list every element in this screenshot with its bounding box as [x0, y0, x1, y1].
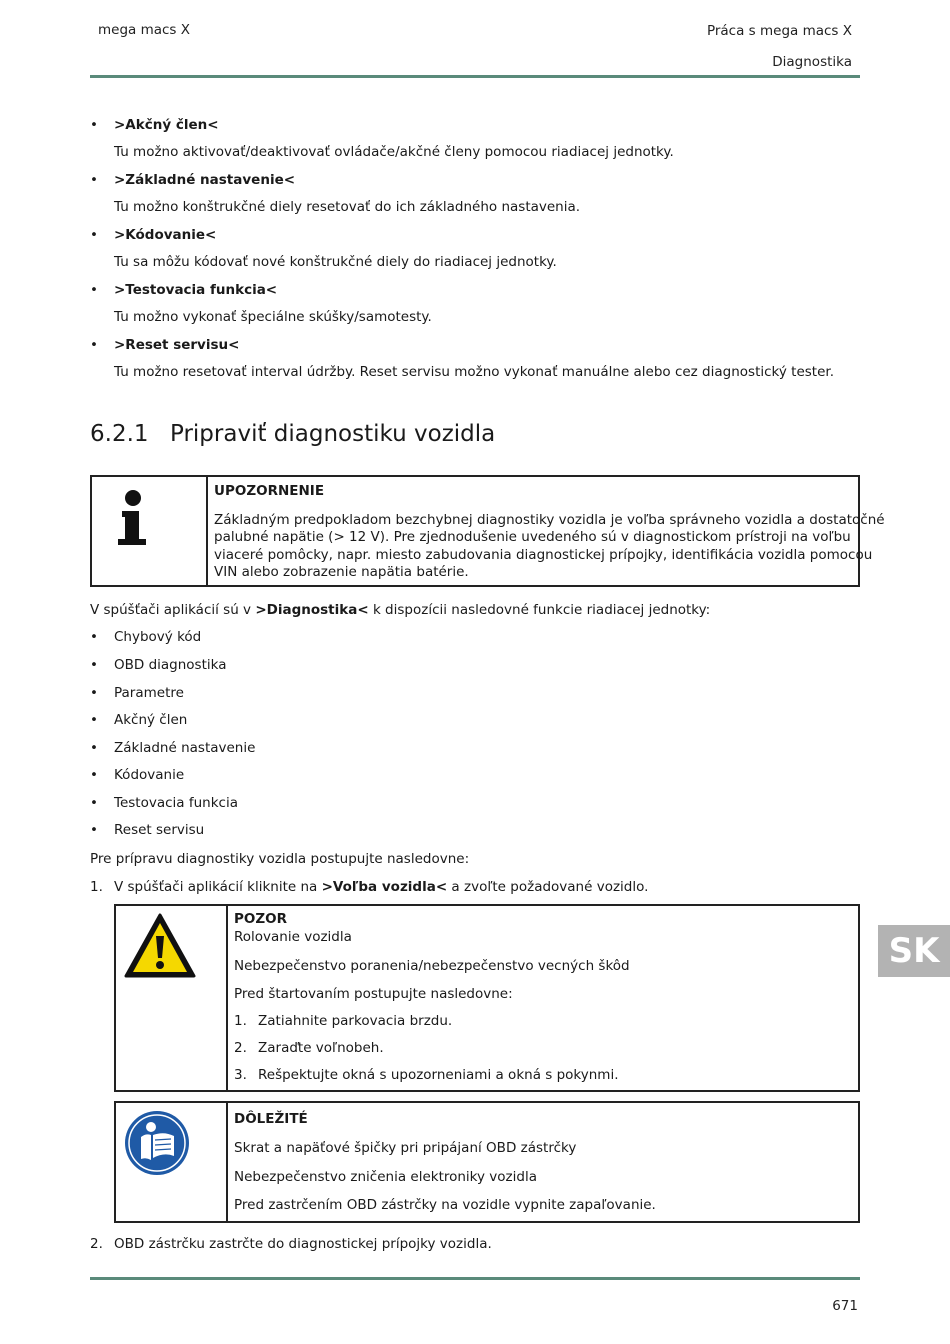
- important-text-line: Nebezpečenstvo zničenia elektroniky vozidla: [234, 1169, 537, 1185]
- section-number: 6.2.1: [90, 421, 149, 447]
- caution-step-text: Zatiahnite parkovacia brzdu.: [258, 1013, 453, 1029]
- language-tab: SK: [878, 925, 950, 977]
- list-item: Chybový kód: [114, 629, 202, 645]
- item-title: >Reset servisu<: [114, 337, 240, 353]
- step-text: [114, 879, 648, 895]
- caution-box: [114, 904, 860, 1092]
- list-item: Reset servisu: [114, 822, 205, 838]
- list-item: OBD diagnostika: [114, 657, 227, 673]
- header-section: Diagnostika: [772, 54, 852, 70]
- notice-text-line: viaceré pomôcky, napr. miesto zabudovania diagnostickej prípojky, identifikácia vozidla pomocou: [214, 547, 873, 563]
- procedure-intro: Pre prípravu diagnostiky vozidla postupujte nasledovne:: [90, 851, 470, 867]
- bullet-dot: •: [90, 227, 98, 243]
- notice-title: UPOZORNENIE: [214, 483, 325, 499]
- important-box: [114, 1101, 860, 1223]
- text-run: k dispozícii nasledovné funkcie riadiacej jednotky:: [368, 602, 711, 618]
- footer-rule: [90, 1277, 860, 1280]
- caution-step-number: 2.: [234, 1040, 247, 1056]
- item-desc: Tu možno resetovať interval údržby. Reset servisu možno vykonať manuálne alebo cez diagnostický tester.: [114, 364, 834, 380]
- text-run: V spúšťači aplikácií sú v: [90, 602, 256, 618]
- read-manual-icon: [124, 1110, 190, 1176]
- notice-text-line: Základným predpokladom bezchybnej diagnostiky vozidla je voľba správneho vozidla a dostatočné: [214, 512, 885, 528]
- bullet-dot: •: [90, 795, 98, 811]
- bullet-dot: •: [90, 282, 98, 298]
- list-item: Parametre: [114, 685, 184, 701]
- notice-text-line: VIN alebo zobrazenie napätia batérie.: [214, 564, 469, 580]
- caution-step-text: Rešpektujte okná s upozorneniami a okná s pokynmi.: [258, 1067, 619, 1083]
- item-desc: Tu možno aktivovať/deaktivovať ovládače/akčné členy pomocou riadiacej jednotky.: [114, 144, 674, 160]
- notice-box: [90, 475, 885, 587]
- header-chapter: Práca s mega macs X: [706, 23, 852, 39]
- page-number: 671: [832, 1298, 858, 1314]
- notice-text-line: palubné napätie (> 12 V). Pre zjednodušenie uvedeného sú v diagnostickom prístroji na voľbu: [214, 529, 851, 545]
- item-title: >Akčný člen<: [114, 117, 219, 133]
- header-rule: [90, 75, 860, 78]
- bullet-dot: •: [90, 740, 98, 756]
- caution-subtitle: Rolovanie vozidla: [234, 929, 352, 945]
- item-title: >Základné nastavenie<: [114, 172, 296, 188]
- list-item: Testovacia funkcia: [114, 795, 238, 811]
- item-desc: Tu sa môžu kódovať nové konštrukčné diely do riadiacej jednotky.: [114, 254, 557, 270]
- step-text: OBD zástrčku zastrčte do diagnostickej prípojky vozidla.: [114, 1236, 492, 1252]
- bullet-dot: •: [90, 712, 98, 728]
- caution-step-text: Zaraďte voľnobeh.: [258, 1040, 384, 1056]
- caution-step-number: 1.: [234, 1013, 247, 1029]
- item-desc: Tu možno vykonať špeciálne skúšky/samotesty.: [114, 309, 432, 325]
- bullet-dot: •: [90, 172, 98, 188]
- caution-step-number: 3.: [234, 1067, 247, 1083]
- bullet-dot: •: [90, 629, 98, 645]
- list-item: Kódovanie: [114, 767, 185, 783]
- functions-intro: [90, 602, 710, 618]
- step-number: 2.: [90, 1236, 103, 1252]
- bullet-dot: •: [90, 685, 98, 701]
- important-text-line: Pred zastrčením OBD zástrčky na vozidle vypnite zapaľovanie.: [234, 1197, 656, 1213]
- caution-title: POZOR: [234, 911, 288, 927]
- bullet-dot: •: [90, 117, 98, 133]
- ui-reference: >Diagnostika<: [255, 602, 369, 618]
- important-title: DÔLEŽITÉ: [234, 1111, 308, 1127]
- bullet-dot: •: [90, 337, 98, 353]
- list-item: Akčný člen: [114, 712, 188, 728]
- bullet-dot: •: [90, 657, 98, 673]
- important-text-line: Skrat a napäťové špičky pri pripájaní OBD zástrčky: [234, 1140, 577, 1156]
- text-run: V spúšťači aplikácií kliknite na: [114, 879, 322, 895]
- ui-reference: >Voľba vozidla<: [321, 879, 448, 895]
- item-desc: Tu možno konštrukčné diely resetovať do ich základného nastavenia.: [114, 199, 581, 215]
- header-doc-title: mega macs X: [98, 22, 191, 38]
- item-title: >Testovacia funkcia<: [114, 282, 278, 298]
- warning-icon: [123, 912, 197, 980]
- bullet-dot: •: [90, 767, 98, 783]
- item-title: >Kódovanie<: [114, 227, 217, 243]
- info-icon: [112, 487, 154, 549]
- caution-risk: Nebezpečenstvo poranenia/nebezpečenstvo vecných škôd: [234, 958, 630, 974]
- text-run: a zvoľte požadované vozidlo.: [447, 879, 649, 895]
- caution-lead: Pred štartovaním postupujte nasledovne:: [234, 986, 513, 1002]
- step-number: 1.: [90, 879, 103, 895]
- section-title: Pripraviť diagnostiku vozidla: [170, 421, 496, 447]
- list-item: Základné nastavenie: [114, 740, 256, 756]
- bullet-dot: •: [90, 822, 98, 838]
